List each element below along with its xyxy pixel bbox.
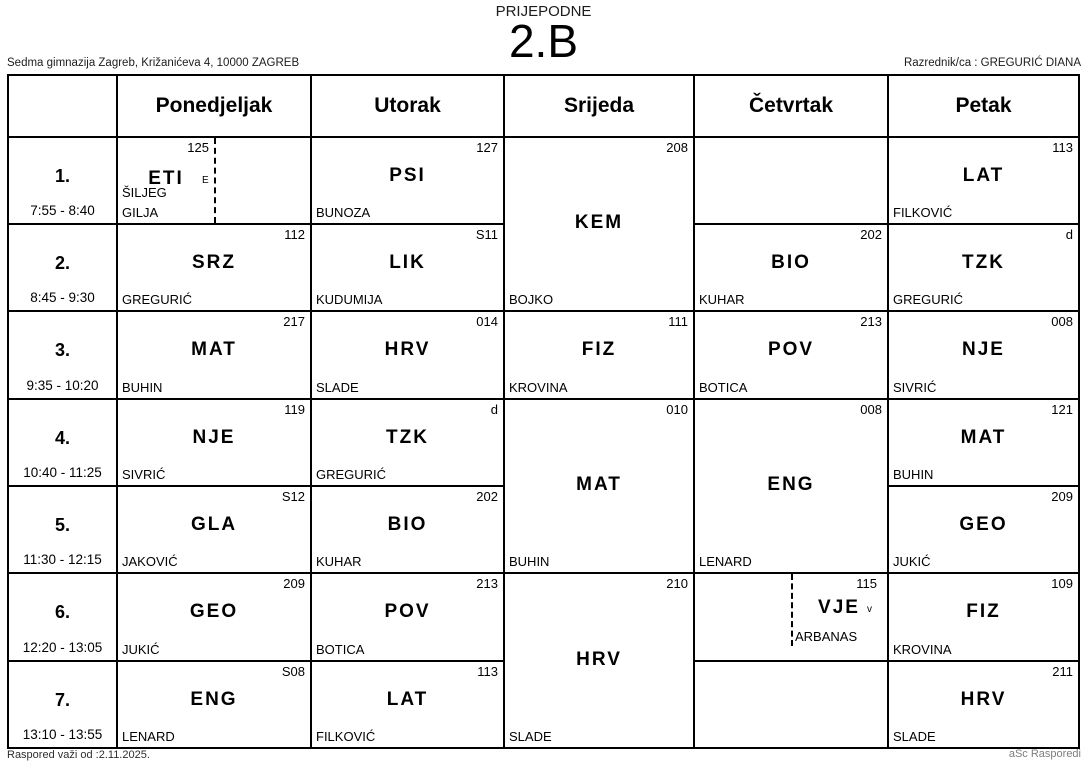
subject-code: LAT (962, 165, 1005, 186)
lesson-cell-wed-1-2-kem[interactable] (504, 137, 694, 311)
lesson-cell-fri-2-tzk[interactable] (888, 224, 1079, 311)
teacher-name: KUHAR (316, 554, 362, 569)
subject-code: HRV (960, 689, 1007, 710)
lesson-cell-tue-6-pov[interactable] (311, 573, 504, 661)
lesson-cell-tue-2-lik[interactable] (311, 224, 504, 311)
period-number: 6. (54, 602, 70, 622)
school-name: Sedma gimnazija Zagreb, Križanićeva 4, 10000 ZAGREB (7, 57, 300, 69)
timetable-grid (7, 74, 1080, 749)
room-number: S11 (475, 227, 498, 242)
room-number: 109 (1051, 576, 1073, 591)
subject-code: KEM (574, 211, 624, 233)
subject-code: FIZ (581, 339, 617, 360)
teacher-name: KROVINA (893, 642, 952, 657)
teacher-name: BOJKO (509, 292, 554, 307)
room-number: 010 (666, 402, 688, 417)
subject-code: GEO (189, 601, 239, 622)
period-time: 11:30 - 12:15 (23, 552, 102, 567)
teacher-name: JAKOVIĆ (122, 554, 178, 569)
teacher-name: BUNOZA (316, 205, 371, 220)
subject-code: PSI (389, 165, 426, 186)
teacher-name: GILJA (122, 205, 159, 220)
teacher-name: BUHIN (509, 554, 550, 569)
subject-code: MAT (576, 473, 622, 495)
day-header-friday: Petak (888, 75, 1079, 137)
lesson-cell-thu-6-vje[interactable] (694, 573, 888, 661)
room-number: 209 (283, 576, 305, 591)
teacher-name: SLADE (893, 729, 936, 744)
lesson-cell-tue-7-lat[interactable] (311, 661, 504, 748)
period-time: 10:40 - 11:25 (23, 465, 102, 480)
room-number: 113 (477, 664, 498, 679)
period-cell-6 (8, 573, 117, 661)
lesson-cell-wed-3-fiz[interactable] (504, 311, 694, 399)
subject-code: MAT (191, 339, 237, 360)
room-number: 213 (860, 314, 882, 329)
teacher-name: JUKIĆ (893, 554, 931, 569)
subject-code: LIK (389, 252, 426, 273)
subject-code: TZK (386, 427, 429, 448)
subject-code: TZK (962, 252, 1005, 273)
lesson-cell-tue-3-hrv[interactable] (311, 311, 504, 399)
room-number: 127 (476, 140, 498, 155)
teacher-name: SLADE (316, 380, 359, 395)
period-number: 2. (54, 253, 70, 273)
subject-code: HRV (576, 648, 622, 670)
teacher-name: KUHAR (699, 292, 745, 307)
room-number: 208 (666, 140, 688, 155)
period-time: 12:20 - 13:05 (22, 640, 103, 655)
lesson-cell-fri-7-hrv[interactable] (888, 661, 1079, 748)
period-number: 7. (54, 690, 70, 710)
room-number: 008 (1051, 314, 1073, 329)
room-number: 210 (666, 576, 688, 591)
teacher-name: BOTICA (699, 380, 748, 395)
homeroom-teacher: Razrednik/ca : GREGURIĆ DIANA (903, 57, 1081, 69)
room-number: d (490, 402, 498, 417)
room-number: 115 (856, 576, 877, 591)
lesson-cell-mon-6-geo[interactable] (117, 573, 311, 661)
period-time: 13:10 - 13:55 (22, 727, 103, 742)
lesson-cell-mon-2-srz[interactable] (117, 224, 311, 311)
period-number: 1. (54, 166, 70, 186)
lesson-cell-mon-3-mat[interactable] (117, 311, 311, 399)
day-header-wednesday: Srijeda (504, 75, 694, 137)
subject-code: GLA (190, 514, 238, 535)
period-cell-1 (8, 137, 117, 224)
subject-code: BIO (387, 514, 428, 535)
teacher-name: JUKIĆ (122, 642, 160, 657)
period-cell-7 (8, 661, 117, 748)
group-marker: v (867, 604, 872, 615)
lesson-cell-tue-1-psi[interactable] (311, 137, 504, 224)
lesson-cell-tue-5-bio[interactable] (311, 486, 504, 573)
teacher-name: BUHIN (122, 380, 163, 395)
teacher-name: KUDUMIJA (316, 292, 383, 307)
subject-code: SRZ (192, 252, 236, 273)
lesson-cell-fri-5-geo[interactable] (888, 486, 1079, 573)
room-number: 125 (187, 140, 209, 155)
day-header-thursday: Četvrtak (694, 75, 888, 137)
lesson-cell-thu-2-bio[interactable] (694, 224, 888, 311)
period-number: 3. (54, 340, 70, 360)
room-number: 209 (1051, 489, 1073, 504)
corner-cell (8, 75, 117, 137)
period-time: 9:35 - 10:20 (26, 378, 99, 393)
lesson-cell-fri-6-fiz[interactable] (888, 573, 1079, 661)
teacher-name: GREGURIĆ (316, 467, 387, 482)
teacher-name: BOTICA (316, 642, 365, 657)
teacher-name: GREGURIĆ (122, 292, 193, 307)
room-number: 008 (860, 402, 882, 417)
subject-code: ENG (767, 473, 815, 495)
teacher-name: SLADE (509, 729, 552, 744)
subject-code: POV (767, 339, 815, 360)
subject-code: ENG (190, 689, 238, 710)
empty-cell-thu-7[interactable] (694, 661, 888, 748)
subject-code: MAT (960, 427, 1007, 448)
room-number: 121 (1051, 402, 1073, 417)
room-number: d (1065, 227, 1073, 242)
subject-code: VJE (818, 597, 860, 618)
room-number: 217 (283, 314, 305, 329)
lesson-cell-mon-4-nje[interactable] (117, 399, 311, 486)
period-cell-5 (8, 486, 117, 573)
lesson-cell-tue-4-tzk[interactable] (311, 399, 504, 486)
subject-code: LAT (386, 689, 429, 710)
period-time: 7:55 - 8:40 (30, 203, 95, 218)
brand-label: aSc Rasporedi (1008, 748, 1081, 760)
session-title: PRIJEPODNE (495, 3, 592, 20)
teacher-name: FILKOVIĆ (893, 205, 953, 220)
room-number: 112 (284, 227, 305, 242)
lesson-cell-mon-5-gla[interactable] (117, 486, 311, 573)
room-number: 014 (476, 314, 498, 329)
teacher-name: ARBANAS (795, 629, 858, 644)
teacher-name: SIVRIĆ (122, 467, 166, 482)
lesson-cell-wed-4-5-mat[interactable] (504, 399, 694, 573)
teacher-name: LENARD (699, 554, 752, 569)
lesson-cell-fri-4-mat[interactable] (888, 399, 1079, 486)
subject-code: NJE (192, 427, 236, 448)
lesson-cell-fri-3-nje[interactable] (888, 311, 1079, 399)
week-split-divider (214, 138, 216, 223)
lesson-cell-mon-7-eng[interactable] (117, 661, 311, 748)
room-number: 202 (860, 227, 882, 242)
room-number: 202 (476, 489, 498, 504)
period-cell-4 (8, 399, 117, 486)
valid-from-note: Raspored važi od :2.11.2025. (7, 749, 150, 761)
subject-code: NJE (962, 339, 1005, 360)
room-number: 211 (1052, 664, 1073, 679)
teacher-name: BUHIN (893, 467, 934, 482)
subject-code: GEO (959, 514, 1008, 535)
teacher-name: LENARD (122, 729, 175, 744)
room-number: 119 (284, 402, 305, 417)
lesson-cell-wed-6-7-hrv[interactable] (504, 573, 694, 748)
teacher-name: GREGURIĆ (893, 292, 964, 307)
day-header-tuesday: Utorak (311, 75, 504, 137)
subject-code: POV (384, 601, 431, 622)
lesson-cell-thu-3-pov[interactable] (694, 311, 888, 399)
room-number: S12 (281, 489, 305, 504)
teacher-name: SIVRIĆ (893, 380, 937, 395)
class-name: 2.B (508, 15, 579, 67)
lesson-cell-fri-1-lat[interactable] (888, 137, 1079, 224)
room-number: S08 (281, 664, 305, 679)
period-number: 5. (54, 515, 70, 535)
subject-code: HRV (384, 339, 431, 360)
lesson-cell-thu-4-5-eng[interactable] (694, 399, 888, 573)
teacher-name: ŠILJEG (122, 185, 167, 200)
group-marker: E (202, 175, 209, 186)
day-header-monday: Ponedjeljak (117, 75, 311, 137)
lesson-cell-mon-1-eti[interactable] (117, 137, 311, 224)
period-cell-3 (8, 311, 117, 399)
room-number: 111 (668, 314, 688, 329)
room-number: 213 (476, 576, 498, 591)
empty-cell-thu-1[interactable] (694, 137, 888, 224)
period-time: 8:45 - 9:30 (30, 290, 95, 305)
period-cell-2 (8, 224, 117, 311)
room-number: 113 (1052, 140, 1073, 155)
subject-code: BIO (771, 252, 811, 273)
subject-code: ETI (148, 168, 184, 189)
teacher-name: FILKOVIĆ (316, 729, 376, 744)
teacher-name: KROVINA (509, 380, 568, 395)
subject-code: FIZ (966, 601, 1001, 622)
period-number: 4. (54, 428, 70, 448)
